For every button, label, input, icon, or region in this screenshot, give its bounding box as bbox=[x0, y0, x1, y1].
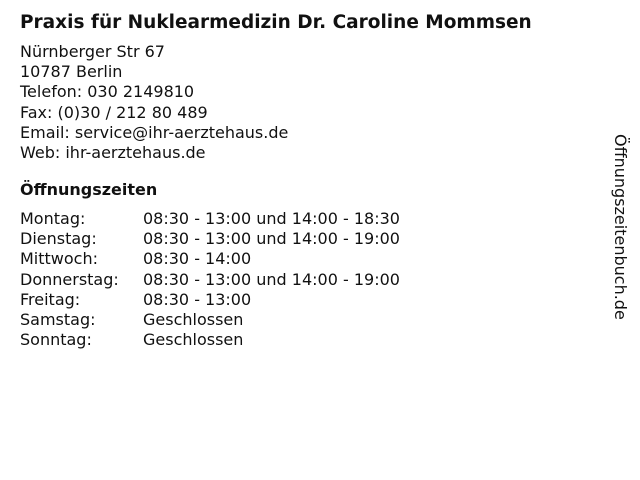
day-label: Dienstag: bbox=[20, 229, 97, 249]
opening-hours-table bbox=[20, 209, 600, 350]
hours-value: 08:30 - 13:00 und 14:00 - 19:00 bbox=[143, 269, 400, 289]
hours-row-tuesday bbox=[20, 229, 600, 249]
source-watermark: Öffnungszeitenbuch.de bbox=[611, 134, 630, 320]
street-address: Nürnberger Str 67 bbox=[20, 42, 165, 61]
day-label: Sonntag: bbox=[20, 329, 92, 349]
day-label: Donnerstag: bbox=[20, 269, 119, 289]
hours-row-sunday bbox=[20, 330, 600, 350]
day-label: Montag: bbox=[20, 209, 86, 229]
email-address: Email: service@ihr-aerztehaus.de bbox=[20, 122, 289, 142]
day-label: Samstag: bbox=[20, 309, 96, 329]
phone-number: Telefon: 030 2149810 bbox=[20, 82, 195, 102]
practice-title: Praxis für Nuklearmedizin Dr. Caroline Mommsen bbox=[20, 12, 532, 33]
hours-value: 08:30 - 13:00 und 14:00 - 18:30 bbox=[143, 209, 400, 229]
hours-value: 08:30 - 13:00 und 14:00 - 19:00 bbox=[143, 229, 400, 249]
hours-row-saturday bbox=[20, 310, 600, 330]
hours-value: Geschlossen bbox=[143, 309, 244, 329]
hours-value: 08:30 - 13:00 bbox=[143, 289, 252, 309]
website: Web: ihr-aerztehaus.de bbox=[20, 143, 206, 163]
contact-block bbox=[20, 42, 600, 163]
hours-value: 08:30 - 14:00 bbox=[143, 249, 252, 269]
hours-row-monday bbox=[20, 209, 600, 229]
day-label: Freitag: bbox=[20, 289, 81, 309]
day-label: Mittwoch: bbox=[20, 249, 98, 269]
postal-city: 10787 Berlin bbox=[20, 62, 123, 82]
practice-card bbox=[20, 10, 600, 350]
fax-number: Fax: (0)30 / 212 80 489 bbox=[20, 102, 208, 122]
hours-value: Geschlossen bbox=[143, 329, 244, 349]
hours-row-thursday bbox=[20, 270, 600, 290]
hours-row-friday bbox=[20, 290, 600, 310]
opening-hours-heading: Öffnungszeiten bbox=[20, 180, 158, 200]
hours-row-wednesday bbox=[20, 249, 600, 269]
